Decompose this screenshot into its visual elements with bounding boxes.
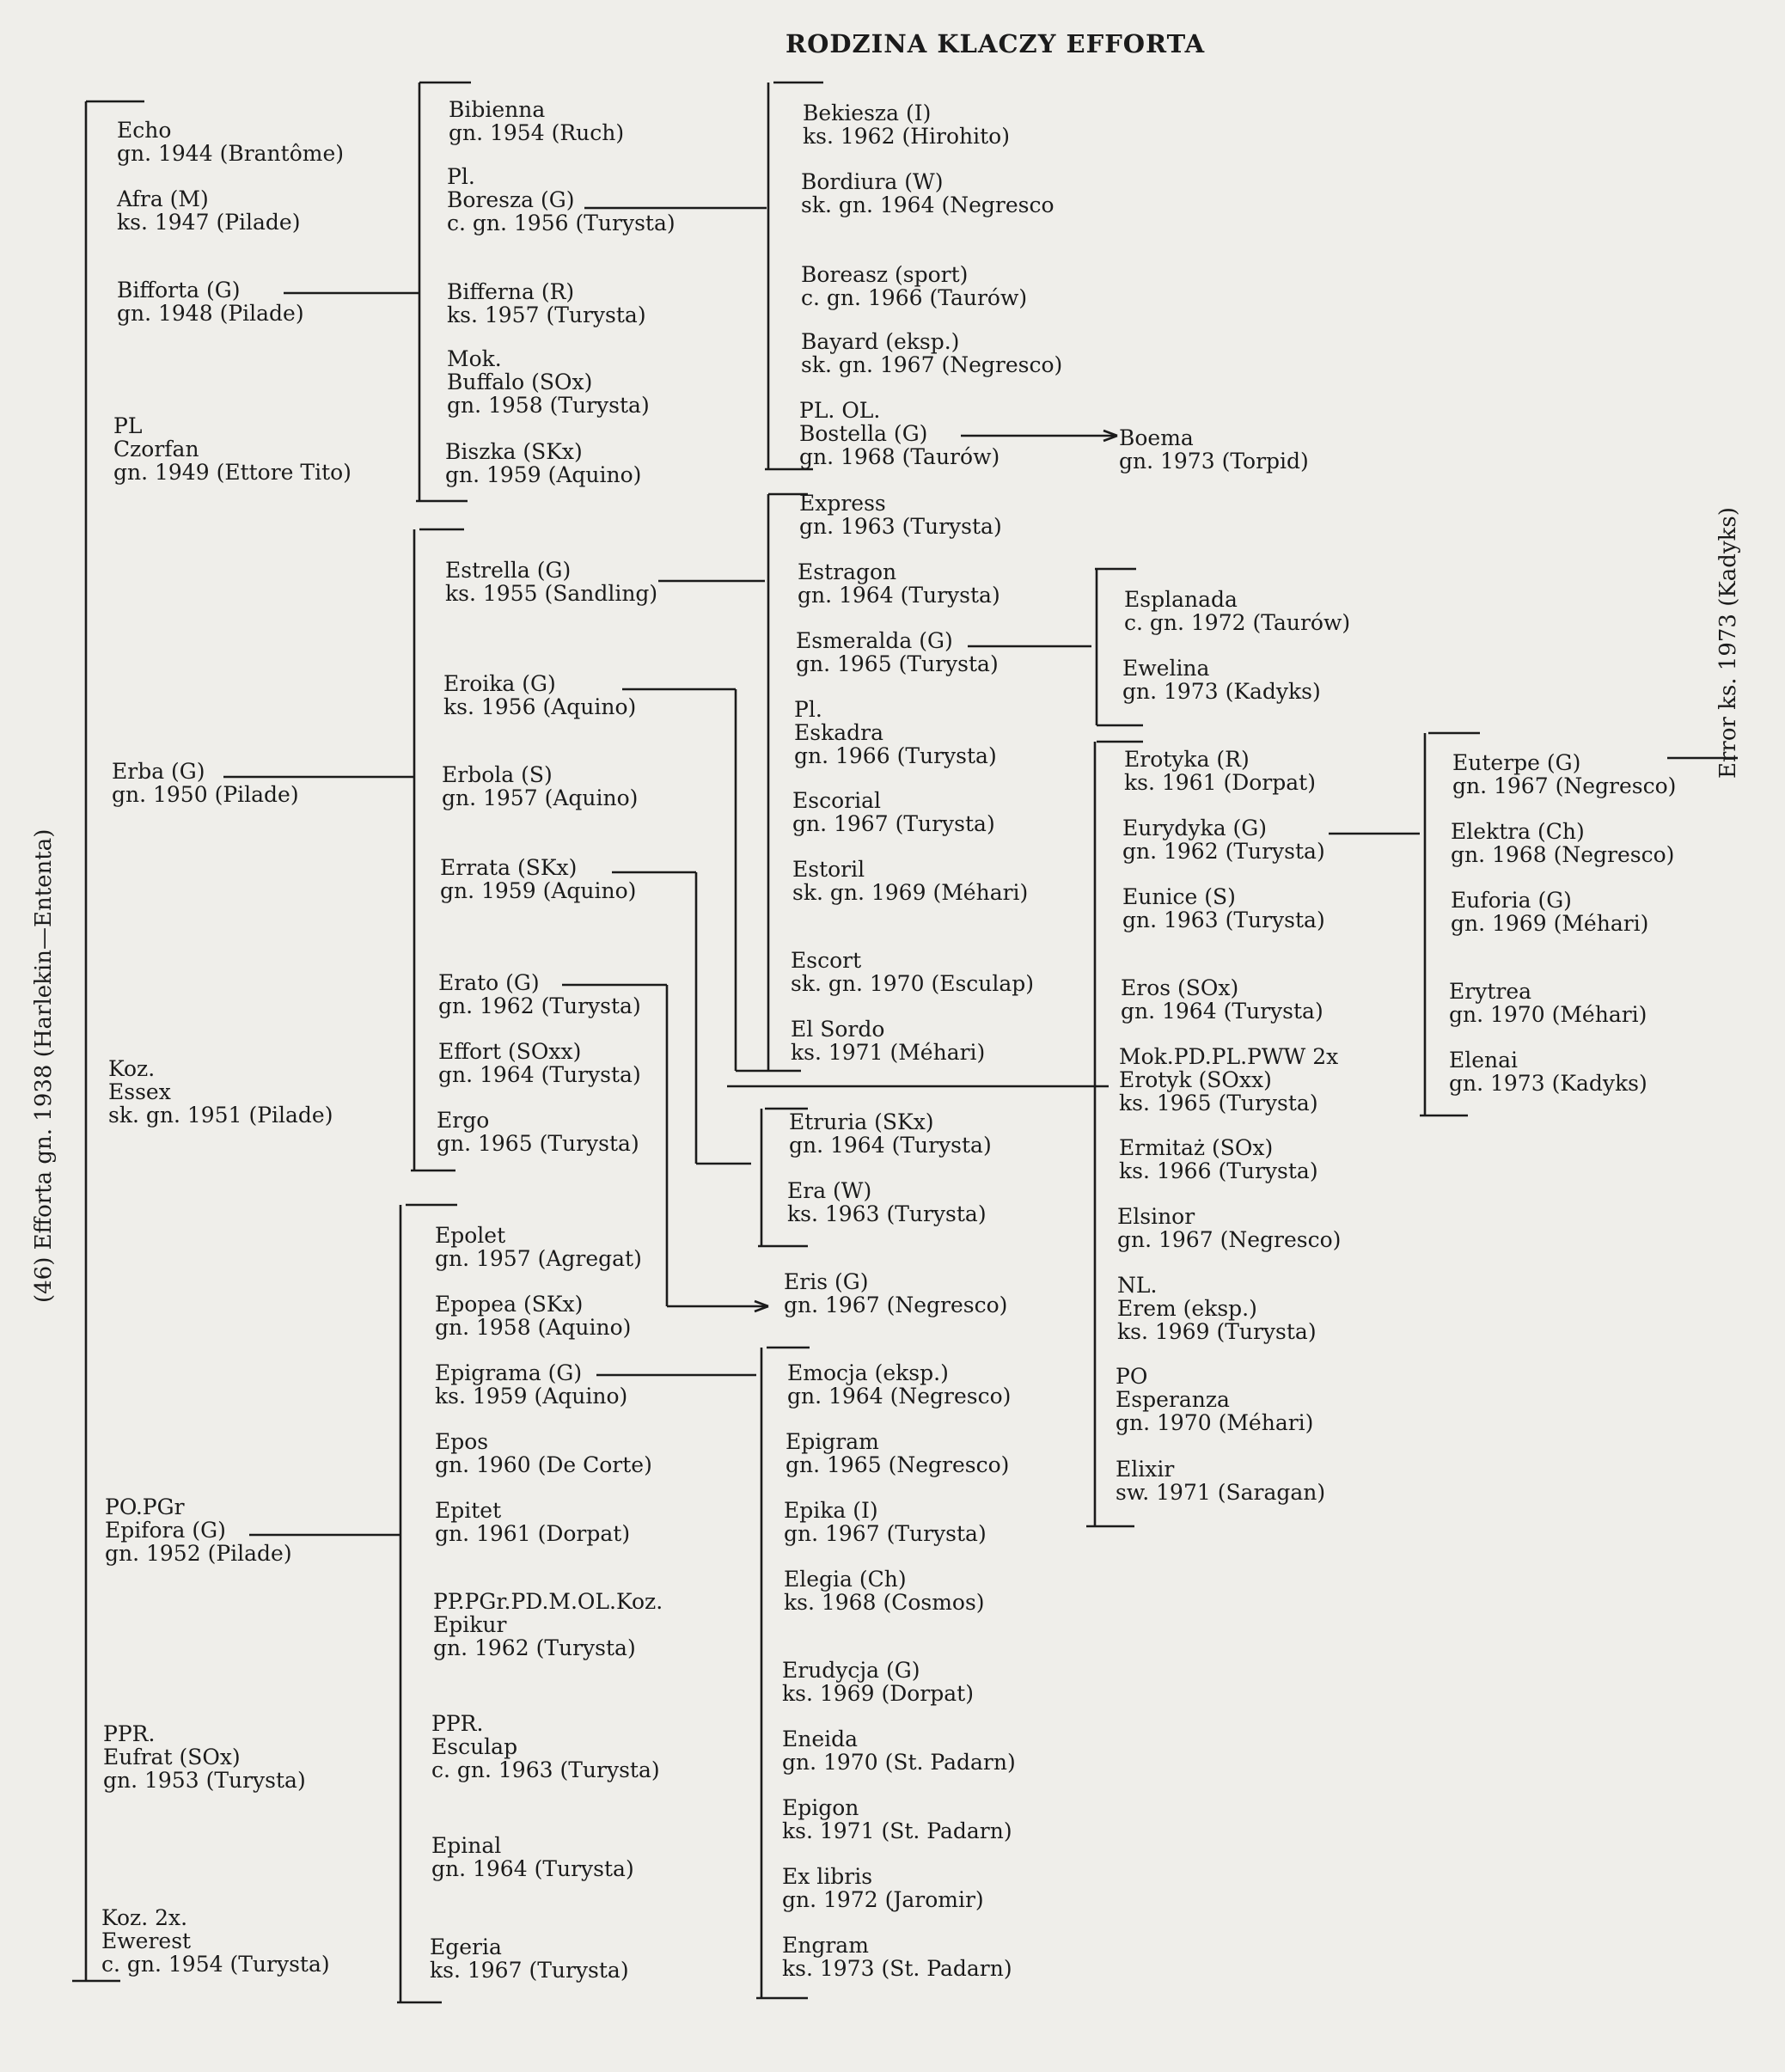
horse-entry: Errata (SKx) gn. 1959 (Aquino) xyxy=(440,855,637,903)
horse-entry: PPR. Eufrat (SOx) gn. 1953 (Turysta) xyxy=(103,1721,306,1793)
horse-entry: Eneida gn. 1970 (St. Padarn) xyxy=(782,1727,1016,1775)
horse-entry: Euterpe (G) gn. 1967 (Negresco) xyxy=(1452,750,1677,798)
horse-entry: Bibienna gn. 1954 (Ruch) xyxy=(449,97,625,145)
horse-entry: PO Esperanza gn. 1970 (Méhari) xyxy=(1116,1364,1314,1435)
horse-entry: Mok. Buffalo (SOx) gn. 1958 (Turysta) xyxy=(447,346,650,418)
root-mare-label: (46) Efforta gn. 1938 (Harlekin—Ententa) xyxy=(31,828,57,1303)
horse-entry: Erytrea gn. 1970 (Méhari) xyxy=(1449,979,1647,1027)
horse-entry: Engram ks. 1973 (St. Padarn) xyxy=(782,1933,1012,1981)
horse-entry: Epika (I) gn. 1967 (Turysta) xyxy=(784,1498,987,1546)
horse-entry: Erbola (S) gn. 1957 (Aquino) xyxy=(442,762,639,810)
horse-entry: Escort sk. gn. 1970 (Esculap) xyxy=(791,948,1035,996)
horse-entry: Ermitaż (SOx) ks. 1966 (Turysta) xyxy=(1119,1135,1318,1183)
horse-entry: Epinal gn. 1964 (Turysta) xyxy=(431,1833,634,1881)
horse-entry: Egeria ks. 1967 (Turysta) xyxy=(430,1934,629,1983)
horse-entry: Koz. 2x. Ewerest c. gn. 1954 (Turysta) xyxy=(101,1905,330,1977)
horse-entry: Esmeralda (G) gn. 1965 (Turysta) xyxy=(796,628,999,676)
horse-entry: PL. OL. Bostella (G) gn. 1968 (Taurów) xyxy=(799,398,1000,469)
horse-entry: PPR. Esculap c. gn. 1963 (Turysta) xyxy=(431,1711,660,1782)
horse-entry: Bayard (eksp.) sk. gn. 1967 (Negresco) xyxy=(801,329,1063,377)
horse-entry: Euforia (G) gn. 1969 (Méhari) xyxy=(1451,888,1649,936)
horse-entry: Eurydyka (G) gn. 1962 (Turysta) xyxy=(1122,816,1325,864)
horse-entry: Epigram gn. 1965 (Negresco) xyxy=(786,1429,1010,1477)
horse-entry: Mok.PD.PL.PWW 2x Erotyk (SOxx) ks. 1965 (Turysta) xyxy=(1119,1044,1339,1115)
horse-entry: Bordiura (W) sk. gn. 1964 (Negresco xyxy=(801,169,1054,217)
horse-entry: Eroika (G) ks. 1956 (Aquino) xyxy=(443,671,637,719)
horse-entry: Erotyka (R) ks. 1961 (Dorpat) xyxy=(1124,747,1316,795)
horse-entry: PO.PGr Epifora (G) gn. 1952 (Pilade) xyxy=(105,1494,292,1566)
horse-entry: Elegia (Ch) ks. 1968 (Cosmos) xyxy=(784,1567,985,1615)
horse-entry: Bekiesza (I) ks. 1962 (Hirohito) xyxy=(803,101,1010,149)
horse-entry: Erba (G) gn. 1950 (Pilade) xyxy=(112,759,299,807)
horse-entry: PP.PGr.PD.M.OL.Koz. Epikur gn. 1962 (Turysta) xyxy=(433,1589,663,1660)
horse-entry: Biszka (SKx) gn. 1959 (Aquino) xyxy=(445,439,642,487)
horse-entry: Epolet gn. 1957 (Agregat) xyxy=(435,1223,642,1271)
horse-entry: Escorial gn. 1967 (Turysta) xyxy=(792,788,995,836)
horse-entry: Elektra (Ch) gn. 1968 (Negresco) xyxy=(1451,819,1675,867)
horse-entry: Pl. Eskadra gn. 1966 (Turysta) xyxy=(794,697,997,768)
horse-entry: Estoril sk. gn. 1969 (Méhari) xyxy=(792,857,1029,905)
horse-entry: Epigrama (G) ks. 1959 (Aquino) xyxy=(435,1360,628,1409)
horse-entry: Pl. Boresza (G) c. gn. 1956 (Turysta) xyxy=(447,164,675,235)
horse-entry: Boema gn. 1973 (Torpid) xyxy=(1119,425,1309,474)
horse-entry: Esplanada c. gn. 1972 (Taurów) xyxy=(1124,587,1351,635)
horse-entry: Epitet gn. 1961 (Dorpat) xyxy=(435,1498,631,1546)
horse-entry: Express gn. 1963 (Turysta) xyxy=(799,491,1002,539)
horse-entry: Effort (SOxx) gn. 1964 (Turysta) xyxy=(438,1039,641,1087)
horse-entry: Erudycja (G) ks. 1969 (Dorpat) xyxy=(782,1658,974,1706)
horse-entry: Elsinor gn. 1967 (Negresco) xyxy=(1117,1204,1342,1252)
horse-entry: Bifforta (G) gn. 1948 (Pilade) xyxy=(117,278,304,326)
horse-entry: PL Czorfan gn. 1949 (Ettore Tito) xyxy=(113,413,351,485)
horse-entry: El Sordo ks. 1971 (Méhari) xyxy=(791,1017,986,1065)
horse-entry: Epos gn. 1960 (De Corte) xyxy=(435,1429,652,1477)
horse-entry: Eris (G) gn. 1967 (Negresco) xyxy=(784,1269,1008,1317)
horse-entry: Epopea (SKx) gn. 1958 (Aquino) xyxy=(435,1292,632,1340)
page-title: RODZINA KLACZY EFFORTA xyxy=(786,29,1206,58)
horse-entry: Era (W) ks. 1963 (Turysta) xyxy=(787,1178,987,1226)
horse-entry: Estrella (G) ks. 1955 (Sandling) xyxy=(445,558,658,606)
horse-entry: Ewelina gn. 1973 (Kadyks) xyxy=(1122,656,1321,704)
horse-entry: Koz. Essex sk. gn. 1951 (Pilade) xyxy=(108,1056,333,1128)
horse-entry: Ex libris gn. 1972 (Jaromir) xyxy=(782,1864,984,1912)
horse-entry: Elenai gn. 1973 (Kadyks) xyxy=(1449,1048,1647,1096)
horse-entry: Boreasz (sport) c. gn. 1966 (Taurów) xyxy=(801,262,1028,310)
horse-entry: Echo gn. 1944 (Brantôme) xyxy=(117,118,345,166)
horse-entry: Ergo gn. 1965 (Turysta) xyxy=(437,1108,639,1156)
horse-entry: NL. Erem (eksp.) ks. 1969 (Turysta) xyxy=(1117,1273,1317,1344)
horse-entry: Emocja (eksp.) gn. 1964 (Negresco) xyxy=(787,1360,1012,1409)
horse-entry: Afra (M) ks. 1947 (Pilade) xyxy=(117,186,301,235)
horse-entry: Etruria (SKx) gn. 1964 (Turysta) xyxy=(789,1109,992,1158)
horse-entry: Epigon ks. 1971 (St. Padarn) xyxy=(782,1795,1012,1843)
horse-entry: Eunice (S) gn. 1963 (Turysta) xyxy=(1122,884,1325,932)
horse-entry: Elixir sw. 1971 (Saragan) xyxy=(1116,1457,1326,1505)
error-foal-label: Error ks. 1973 (Kadyks) xyxy=(1715,507,1741,779)
horse-entry: Bifferna (R) ks. 1957 (Turysta) xyxy=(447,279,646,327)
horse-entry: Eros (SOx) gn. 1964 (Turysta) xyxy=(1121,975,1323,1024)
horse-entry: Erato (G) gn. 1962 (Turysta) xyxy=(438,970,641,1018)
horse-entry: Estragon gn. 1964 (Turysta) xyxy=(798,559,1000,608)
